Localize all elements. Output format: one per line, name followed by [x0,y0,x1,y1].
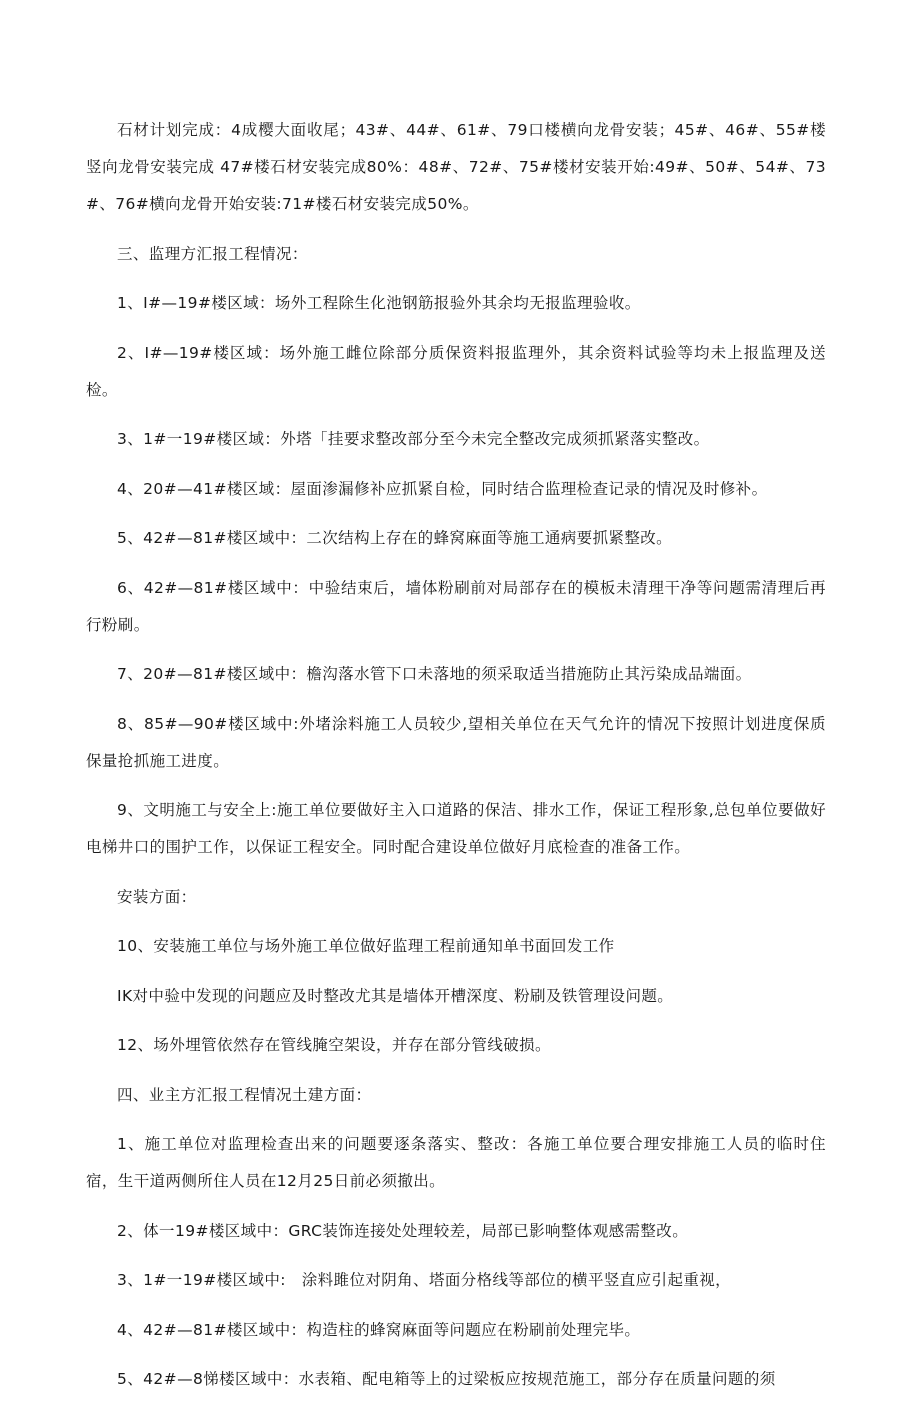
paragraph-supervisor-9: 9、文明施工与安全上:施工单位要做好主入口道路的保洁、排水工作，保证工程形象,总包单位要做好电梯井口的围护工作，以保证工程安全。同时配合建设单位做好月底检查的准备工作。 [86,801,826,856]
paragraph-supervisor-1: 1、I#—19#楼区域：场外工程除生化池钢筋报验外其余均无报监理验收。 [117,294,641,312]
paragraph-supervisor-4: 4、20#—41#楼区域：屋面渗漏修补应抓紧自检，同时结合监理检查记录的情况及时修补。 [117,479,768,498]
paragraph-installation-11: IK对中验中发现的问题应及时整改尤其是墙体开槽深度、粉刷及铁管理设问题。 [117,986,674,1005]
paragraph-owner-2: 2、体一19#楼区域中：GRC装饰连接处处理较差，局部已影响整体观感需整改。 [117,1221,689,1240]
paragraph-supervisor-2: 2、I#—19#楼区域：场外施工雌位除部分质保资料报监理外，其余资料试验等均未上报监理及送检。 [86,343,826,399]
section-heading-owner: 四、业主方汇报工程情况土建方面： [117,1085,372,1104]
paragraph-installation-10: 10、安装施工单位与场外施工单位做好监理工程前通知单书面回发工作 [117,937,615,955]
paragraph-supervisor-3: 3、1#一19#楼区域：外塔「挂要求整改部分至今未完全整改完成须抓紧落实整改。 [117,430,710,448]
paragraph-supervisor-8: 8、85#—90#楼区域中:外堵涂料施工人员较少,望相关单位在天气允许的情况下按照计划进度保质保量抢抓施工进度。 [86,714,826,770]
paragraph-supervisor-6: 6、42#—81#楼区域中：中验结束后，墙体粉刷前对局部存在的模板未清理干净等问题需清理后再行粉刷。 [86,578,826,634]
paragraph-supervisor-5: 5、42#—81#楼区域中：二次结构上存在的蜂窝麻面等施工通病要抓紧整改。 [117,529,673,547]
document-body [86,112,826,1411]
paragraph-owner-4: 4、42#—81#楼区域中：构造柱的蜂窝麻面等问题应在粉刷前处理完毕。 [117,1320,641,1339]
paragraph-stone-progress: 石材计划完成：4成樱大面收尾；43#、44#、61#、79口楼横向龙骨安装；45#、46#、55#楼竖向龙骨安装完成 47#楼石材安装完成80%：48#、72#、75#楼材安装开始:49#、50#、54#、73#、76#横向龙骨开始安装:71#楼石材安装完成50%。 [86,121,826,213]
paragraph-owner-5: 5、42#—8悌楼区域中：水表箱、配电箱等上的过梁板应按规范施工，部分存在质量问题的须 [117,1370,776,1388]
paragraph-supervisor-7: 7、20#—81#楼区域中：檐沟落水管下口未落地的须采取适当措施防止其污染成品端面。 [117,665,752,683]
paragraph-owner-1: 1、施工单位对监理检查出来的问题要逐条落实、整改：各施工单位要合理安排施工人员的临时住宿，生干道两侧所住人员在12月25日前必须撤出。 [86,1135,826,1190]
section-heading-installation: 安装方面： [117,887,197,906]
paragraph-owner-3: 3、1#一19#楼区域中: 涂料雎位对阴角、塔面分格线等部位的横平竖直应引起重视， [117,1271,732,1289]
section-heading-supervisor: 三、监理方汇报工程情况： [117,244,308,263]
paragraph-installation-12: 12、场外埋管依然存在管线腌空架设，并存在部分管线破损。 [117,1036,551,1054]
